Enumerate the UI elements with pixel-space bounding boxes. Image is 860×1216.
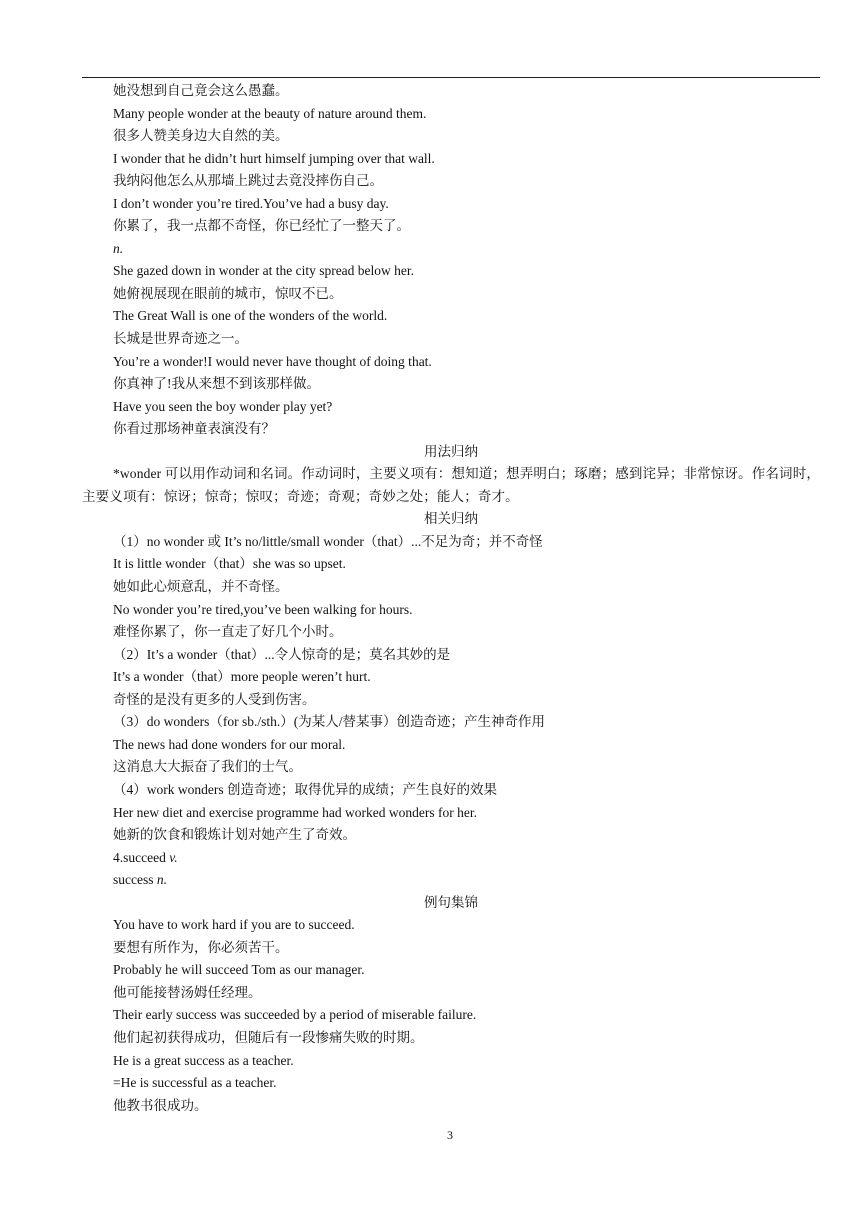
text-line <box>82 1004 820 1027</box>
line-text: 用法归纳 <box>424 443 478 459</box>
line-text: 我纳闷他怎么从那墙上跳过去竟没摔伤自己。 <box>113 173 383 189</box>
line-text: No wonder you’re tired,you’ve been walking for hours. <box>113 601 413 617</box>
line-text: The Great Wall is one of the wonders of the world. <box>113 308 388 324</box>
line-text: 你累了，我一点都不奇怪，你已经忙了一整天了。 <box>113 218 410 234</box>
text-line <box>82 689 820 712</box>
text-line <box>82 1050 820 1073</box>
line-text: （3）do wonders（for sb./sth.）(为某人/替某事）创造奇迹；产生神奇作用 <box>113 714 545 730</box>
page-number: 3 <box>447 1128 453 1142</box>
part-of-speech: n. <box>156 872 167 888</box>
text-line <box>82 215 820 238</box>
line-text: It’s a wonder（that）more people weren’t hurt. <box>113 669 371 685</box>
text-line <box>82 373 820 396</box>
text-line <box>82 351 820 374</box>
text-line <box>82 666 820 689</box>
line-text: 他教书很成功。 <box>113 1097 208 1113</box>
line-text: 你真神了!我从来想不到该那样做。 <box>113 376 320 392</box>
line-text: （2）It’s a wonder（that）...令人惊奇的是；莫名其妙的是 <box>113 646 451 662</box>
section-heading <box>82 508 820 531</box>
text-line <box>82 238 820 261</box>
line-text: You’re a wonder!I would never have thought of doing that. <box>113 353 432 369</box>
line-text: success <box>113 872 157 888</box>
text-line <box>82 531 820 554</box>
text-line <box>82 802 820 825</box>
text-line <box>82 193 820 216</box>
section-heading <box>82 441 820 464</box>
text-line <box>82 1027 820 1050</box>
line-text: 很多人赞美身边大自然的美。 <box>113 128 289 144</box>
section-heading <box>82 892 820 915</box>
line-text: You have to work hard if you are to succeed. <box>113 917 355 933</box>
line-text: 他可能接替汤姆任经理。 <box>113 984 262 1000</box>
text-line <box>82 328 820 351</box>
line-text: Their early success was succeeded by a period of miserable failure. <box>113 1007 477 1023</box>
text-line <box>82 756 820 779</box>
text-line <box>82 982 820 1005</box>
line-text: （1）no wonder 或 It’s no/little/small wonder（that）...不足为奇；并不奇怪 <box>113 533 543 549</box>
line-text: 她新的饮食和锻炼计划对她产生了奇效。 <box>113 827 356 843</box>
line-text: Have you seen the boy wonder play yet? <box>113 398 333 414</box>
text-line <box>82 80 820 103</box>
text-line <box>82 553 820 576</box>
line-text: 这消息大大振奋了我们的士气。 <box>113 759 302 775</box>
part-of-speech: n. <box>113 240 124 256</box>
text-line <box>82 779 820 802</box>
line-text: The news had done wonders for our moral. <box>113 736 346 752</box>
line-text: 她没想到自己竟会这么愚蠢。 <box>113 83 289 98</box>
text-line <box>82 170 820 193</box>
line-text: I don’t wonder you’re tired.You’ve had a busy day. <box>113 195 389 211</box>
line-text: =He is successful as a teacher. <box>113 1075 277 1091</box>
text-line <box>82 260 820 283</box>
text-line <box>82 621 820 644</box>
line-text: I wonder that he didn’t hurt himself jumping over that wall. <box>113 150 435 166</box>
usage-paragraph <box>82 463 820 508</box>
part-of-speech: v. <box>169 849 178 865</box>
line-text: 4.succeed <box>113 849 170 865</box>
text-line <box>82 148 820 171</box>
line-text: Her new diet and exercise programme had worked wonders for her. <box>113 804 477 820</box>
line-text: （4）work wonders 创造奇迹；取得优异的成绩；产生良好的效果 <box>113 781 497 797</box>
text-line <box>82 599 820 622</box>
text-line <box>82 734 820 757</box>
text-line <box>82 576 820 599</box>
text-line <box>82 869 820 892</box>
document-body <box>82 80 820 1117</box>
text-line <box>82 396 820 419</box>
text-line <box>82 125 820 148</box>
text-line <box>82 959 820 982</box>
text-line <box>82 824 820 847</box>
line-text: 你看过那场神童表演没有？ <box>113 421 275 437</box>
text-line <box>82 418 820 441</box>
text-line <box>82 914 820 937</box>
line-text: 长城是世界奇迹之一。 <box>113 331 248 347</box>
line-text: 奇怪的是没有更多的人受到伤害。 <box>113 691 316 707</box>
text-line <box>82 305 820 328</box>
line-text: *wonder 可以用作动词和名词。作动词时，主要义项有：想知道；想弄明白；琢磨；感到诧异；非常惊讶。作名词时，主要义项有：惊讶；惊奇；惊叹；奇迹；奇观；奇妙之处；能人；奇才。 <box>82 466 821 504</box>
line-text: 例句集锦 <box>424 894 478 910</box>
text-line <box>82 711 820 734</box>
line-text: She gazed down in wonder at the city spread below her. <box>113 263 415 279</box>
text-line <box>82 1072 820 1095</box>
line-text: 相关归纳 <box>424 511 478 527</box>
text-line <box>82 103 820 126</box>
line-text: Many people wonder at the beauty of nature around them. <box>113 105 427 121</box>
line-text: 难怪你累了，你一直走了好几个小时。 <box>113 624 343 640</box>
text-line <box>82 847 820 870</box>
text-line <box>82 937 820 960</box>
line-text: 要想有所作为，你必须苦干。 <box>113 939 289 955</box>
line-text: 她如此心烦意乱，并不奇怪。 <box>113 579 289 595</box>
text-line <box>82 644 820 667</box>
line-text: It is little wonder（that）she was so upset. <box>113 556 346 572</box>
text-line <box>82 283 820 306</box>
line-text: 她俯视展现在眼前的城市，惊叹不已。 <box>113 285 343 301</box>
text-line <box>82 1095 820 1118</box>
line-text: He is a great success as a teacher. <box>113 1052 294 1068</box>
line-text: Probably he will succeed Tom as our manager. <box>113 962 365 978</box>
header-rule <box>82 77 820 78</box>
line-text: 他们起初获得成功，但随后有一段惨痛失败的时期。 <box>113 1029 424 1045</box>
